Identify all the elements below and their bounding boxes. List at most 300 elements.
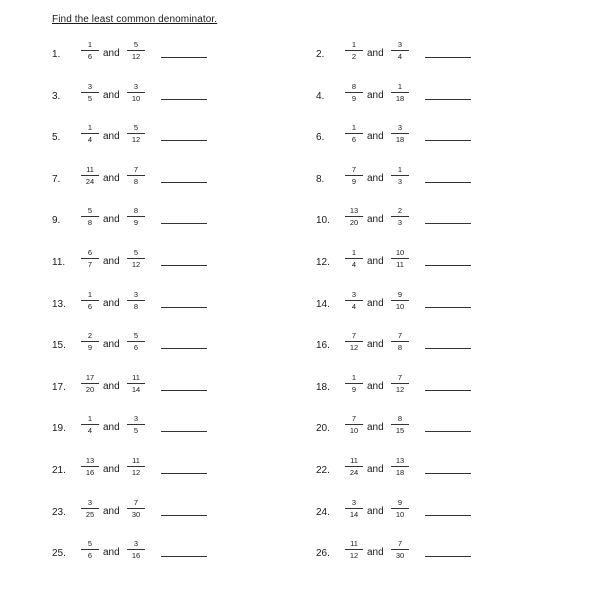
- answer-blank[interactable]: [161, 556, 207, 557]
- problem-item: [52, 414, 302, 444]
- denominator: 24: [349, 468, 359, 477]
- fraction: [127, 82, 145, 103]
- fraction-bar: [391, 466, 409, 467]
- and-label: and: [367, 214, 384, 226]
- fraction-bar: [345, 258, 363, 259]
- fraction-bar: [345, 50, 363, 51]
- answer-blank[interactable]: [425, 473, 471, 474]
- problem-item: [316, 290, 566, 320]
- fraction-bar: [345, 216, 363, 217]
- answer-blank[interactable]: [161, 99, 207, 100]
- fraction-bar: [81, 508, 99, 509]
- answer-blank[interactable]: [425, 265, 471, 266]
- fraction-bar: [81, 175, 99, 176]
- fraction-bar: [345, 549, 363, 550]
- numerator: 8: [397, 414, 403, 424]
- numerator: 7: [351, 331, 357, 341]
- problem-item: [52, 248, 302, 278]
- fraction-bar: [81, 424, 99, 425]
- fraction-bar: [127, 424, 145, 425]
- problem-number: 4.: [316, 90, 325, 102]
- and-label: and: [103, 214, 120, 226]
- and-label: and: [103, 89, 120, 101]
- problem-number: 23.: [52, 506, 66, 518]
- and-label: and: [103, 380, 120, 392]
- answer-blank[interactable]: [161, 140, 207, 141]
- fraction: [81, 331, 99, 352]
- fraction-bar: [127, 341, 145, 342]
- denominator: 4: [397, 52, 403, 61]
- and-label: and: [367, 256, 384, 267]
- fraction-bar: [345, 92, 363, 93]
- answer-blank[interactable]: [425, 515, 471, 516]
- numerator: 7: [133, 164, 139, 174]
- numerator: 13: [349, 206, 359, 216]
- fraction-bar: [345, 424, 363, 425]
- denominator: 12: [349, 551, 359, 561]
- denominator: 9: [87, 343, 93, 353]
- and-label: and: [367, 380, 384, 392]
- and-label: and: [367, 422, 384, 434]
- fraction: [81, 206, 99, 227]
- denominator: 30: [395, 551, 405, 561]
- worksheet-title: Find the least common denominator.: [52, 14, 218, 25]
- numerator: 1: [87, 123, 93, 133]
- problem-item: [52, 498, 302, 528]
- fraction: [345, 248, 363, 269]
- numerator: 9: [397, 497, 403, 507]
- fraction: [391, 498, 409, 519]
- fraction: [391, 456, 409, 477]
- denominator: 6: [87, 52, 93, 61]
- answer-blank[interactable]: [425, 182, 471, 183]
- denominator: 8: [87, 218, 93, 228]
- problem-item: [316, 539, 566, 569]
- and-label: and: [103, 339, 120, 351]
- fraction: [81, 82, 99, 103]
- and-label: and: [367, 172, 384, 184]
- numerator: 1: [351, 40, 357, 49]
- denominator: 15: [395, 426, 405, 436]
- fraction: [81, 498, 99, 519]
- fraction: [81, 123, 99, 144]
- fraction-bar: [81, 92, 99, 93]
- numerator: 1: [351, 123, 357, 133]
- fraction: [391, 290, 409, 311]
- fraction: [391, 82, 409, 103]
- problem-item: [316, 248, 566, 278]
- fraction-bar: [391, 424, 409, 425]
- numerator: 8: [351, 81, 357, 91]
- denominator: 4: [87, 426, 93, 436]
- answer-blank[interactable]: [161, 57, 207, 58]
- problem-number: 26.: [316, 548, 330, 560]
- problem-item: [316, 414, 566, 444]
- numerator: 1: [397, 81, 403, 91]
- fraction: [345, 414, 363, 435]
- problem-number: 16.: [316, 340, 330, 352]
- denominator: 30: [131, 509, 141, 519]
- fraction: [345, 498, 363, 519]
- and-label: and: [367, 464, 384, 475]
- denominator: 10: [395, 509, 405, 519]
- fraction-bar: [345, 133, 363, 134]
- answer-blank[interactable]: [161, 307, 207, 308]
- fraction: [127, 331, 145, 352]
- problem-number: 19.: [52, 423, 66, 435]
- problem-item: [316, 206, 566, 236]
- and-label: and: [103, 505, 120, 517]
- fraction: [391, 373, 409, 394]
- denominator: 18: [395, 135, 405, 145]
- problem-item: [316, 498, 566, 528]
- and-label: and: [367, 339, 384, 351]
- fraction: [345, 331, 363, 352]
- problem-item: [52, 206, 302, 236]
- denominator: 3: [397, 218, 403, 228]
- problem-item: [52, 539, 302, 569]
- denominator: 5: [87, 93, 93, 103]
- problem-number: 15.: [52, 340, 66, 352]
- and-label: and: [367, 297, 384, 309]
- fraction: [127, 498, 145, 519]
- fraction-bar: [127, 133, 145, 134]
- numerator: 3: [397, 123, 403, 133]
- fraction-bar: [345, 508, 363, 509]
- fraction-bar: [127, 258, 145, 259]
- denominator: 6: [87, 551, 93, 561]
- fraction-bar: [127, 92, 145, 93]
- denominator: 3: [397, 176, 403, 186]
- fraction-bar: [345, 300, 363, 301]
- fraction-bar: [127, 466, 145, 467]
- numerator: 1: [87, 414, 93, 424]
- denominator: 16: [85, 468, 95, 477]
- denominator: 8: [397, 343, 403, 353]
- fraction: [81, 414, 99, 435]
- numerator: 1: [87, 289, 93, 299]
- fraction-bar: [81, 133, 99, 134]
- fraction: [391, 40, 409, 61]
- numerator: 5: [87, 206, 93, 216]
- denominator: 16: [131, 551, 141, 561]
- denominator: 6: [133, 343, 139, 353]
- numerator: 7: [397, 372, 403, 382]
- fraction-bar: [345, 383, 363, 384]
- numerator: 7: [351, 414, 357, 424]
- numerator: 7: [397, 539, 403, 549]
- numerator: 10: [395, 248, 405, 257]
- denominator: 2: [351, 52, 357, 61]
- fraction-bar: [391, 383, 409, 384]
- denominator: 10: [349, 426, 359, 436]
- fraction: [127, 456, 145, 477]
- numerator: 3: [87, 497, 93, 507]
- fraction-bar: [81, 258, 99, 259]
- numerator: 7: [133, 497, 139, 507]
- fraction: [391, 123, 409, 144]
- fraction-bar: [345, 175, 363, 176]
- fraction-bar: [127, 383, 145, 384]
- fraction: [391, 539, 409, 560]
- numerator: 1: [87, 40, 93, 49]
- fraction: [345, 456, 363, 477]
- numerator: 11: [132, 372, 140, 382]
- denominator: 4: [351, 301, 357, 311]
- problem-item: [52, 165, 302, 195]
- fraction: [81, 165, 99, 186]
- answer-blank[interactable]: [161, 431, 207, 432]
- fraction-bar: [127, 50, 145, 51]
- and-label: and: [103, 172, 120, 184]
- answer-blank[interactable]: [425, 223, 471, 224]
- problem-item: [316, 165, 566, 195]
- fraction-bar: [127, 175, 145, 176]
- fraction: [345, 40, 363, 61]
- problem-item: [52, 331, 302, 361]
- numerator: 11: [350, 539, 358, 549]
- fraction-bar: [391, 216, 409, 217]
- problem-number: 7.: [52, 173, 61, 185]
- problem-number: 10.: [316, 215, 330, 227]
- and-label: and: [367, 89, 384, 101]
- answer-blank[interactable]: [425, 99, 471, 100]
- fraction: [127, 539, 145, 560]
- denominator: 18: [395, 93, 405, 103]
- fraction-bar: [81, 341, 99, 342]
- problem-number: 5.: [52, 132, 61, 144]
- numerator: 3: [87, 81, 93, 91]
- denominator: 10: [395, 301, 405, 311]
- denominator: 24: [85, 176, 95, 186]
- numerator: 1: [351, 248, 357, 257]
- problem-item: [316, 40, 566, 70]
- answer-blank[interactable]: [425, 140, 471, 141]
- fraction: [345, 123, 363, 144]
- problem-number: 17.: [52, 381, 66, 393]
- fraction: [345, 82, 363, 103]
- denominator: 20: [85, 384, 95, 394]
- denominator: 18: [395, 468, 405, 477]
- numerator: 9: [397, 289, 403, 299]
- answer-blank[interactable]: [161, 265, 207, 266]
- denominator: 12: [131, 52, 141, 61]
- fraction-bar: [391, 549, 409, 550]
- numerator: 5: [133, 331, 139, 341]
- fraction-bar: [391, 133, 409, 134]
- numerator: 7: [351, 164, 357, 174]
- answer-blank[interactable]: [161, 473, 207, 474]
- problem-item: [52, 82, 302, 112]
- denominator: 20: [349, 218, 359, 228]
- numerator: 8: [133, 206, 139, 216]
- fraction: [345, 206, 363, 227]
- denominator: 9: [351, 176, 357, 186]
- answer-blank[interactable]: [161, 348, 207, 349]
- answer-blank[interactable]: [425, 390, 471, 391]
- denominator: 12: [131, 260, 141, 269]
- problem-number: 2.: [316, 49, 325, 60]
- fraction-bar: [81, 383, 99, 384]
- numerator: 7: [397, 331, 403, 341]
- and-label: and: [367, 48, 384, 59]
- denominator: 6: [351, 135, 357, 145]
- denominator: 4: [87, 135, 93, 145]
- problem-item: [316, 456, 566, 486]
- numerator: 6: [87, 248, 93, 257]
- fraction: [391, 248, 409, 269]
- fraction: [345, 165, 363, 186]
- fraction-bar: [345, 341, 363, 342]
- fraction: [127, 40, 145, 61]
- denominator: 8: [133, 176, 139, 186]
- answer-blank[interactable]: [425, 307, 471, 308]
- and-label: and: [367, 505, 384, 517]
- fraction: [81, 456, 99, 477]
- fraction: [391, 206, 409, 227]
- fraction-bar: [391, 341, 409, 342]
- fraction-bar: [391, 92, 409, 93]
- denominator: 8: [133, 301, 139, 311]
- numerator: 3: [133, 81, 139, 91]
- fraction-bar: [81, 549, 99, 550]
- fraction-bar: [345, 466, 363, 467]
- numerator: 5: [87, 539, 93, 549]
- numerator: 13: [85, 456, 95, 465]
- fraction: [81, 248, 99, 269]
- denominator: 9: [133, 218, 139, 228]
- fraction-bar: [391, 508, 409, 509]
- problem-item: [52, 373, 302, 403]
- answer-blank[interactable]: [425, 57, 471, 58]
- numerator: 13: [395, 456, 405, 465]
- denominator: 11: [396, 260, 404, 269]
- denominator: 12: [131, 468, 141, 477]
- fraction: [345, 539, 363, 560]
- problem-item: [316, 123, 566, 153]
- problem-number: 24.: [316, 506, 330, 518]
- denominator: 14: [131, 384, 141, 394]
- denominator: 9: [351, 384, 357, 394]
- answer-blank[interactable]: [161, 390, 207, 391]
- problem-number: 20.: [316, 423, 330, 435]
- problem-item: [52, 290, 302, 320]
- denominator: 12: [395, 384, 405, 394]
- problem-number: 12.: [316, 257, 330, 268]
- denominator: 6: [87, 301, 93, 311]
- problem-number: 6.: [316, 132, 325, 144]
- and-label: and: [103, 256, 120, 267]
- fraction: [127, 165, 145, 186]
- fraction: [391, 414, 409, 435]
- numerator: 11: [132, 456, 140, 465]
- numerator: 2: [397, 206, 403, 216]
- fraction-bar: [81, 300, 99, 301]
- fraction-bar: [391, 258, 409, 259]
- numerator: 3: [133, 414, 139, 424]
- denominator: 12: [131, 135, 141, 145]
- answer-blank[interactable]: [161, 223, 207, 224]
- problem-number: 8.: [316, 173, 325, 185]
- numerator: 3: [133, 539, 139, 549]
- fraction-bar: [81, 216, 99, 217]
- fraction-bar: [127, 549, 145, 550]
- numerator: 11: [86, 164, 94, 174]
- problem-item: [52, 123, 302, 153]
- problem-item: [52, 456, 302, 486]
- and-label: and: [103, 464, 120, 475]
- problem-item: [316, 331, 566, 361]
- problem-number: 25.: [52, 548, 66, 560]
- fraction: [127, 248, 145, 269]
- denominator: 10: [131, 93, 141, 103]
- problem-item: [316, 373, 566, 403]
- denominator: 4: [351, 260, 357, 269]
- answer-blank[interactable]: [161, 515, 207, 516]
- fraction: [81, 290, 99, 311]
- fraction: [127, 206, 145, 227]
- problem-number: 3.: [52, 90, 61, 102]
- problem-number: 11.: [52, 257, 66, 268]
- numerator: 5: [133, 123, 139, 133]
- fraction-bar: [127, 508, 145, 509]
- fraction: [345, 373, 363, 394]
- fraction: [345, 290, 363, 311]
- numerator: 3: [397, 40, 403, 49]
- fraction-bar: [81, 50, 99, 51]
- and-label: and: [103, 48, 120, 59]
- fraction: [391, 165, 409, 186]
- denominator: 7: [87, 260, 93, 269]
- and-label: and: [367, 547, 384, 559]
- fraction: [81, 373, 99, 394]
- problem-number: 18.: [316, 381, 330, 393]
- numerator: 17: [85, 372, 95, 382]
- problem-number: 14.: [316, 298, 330, 310]
- and-label: and: [367, 131, 384, 143]
- fraction-bar: [81, 466, 99, 467]
- numerator: 3: [351, 289, 357, 299]
- and-label: and: [103, 297, 120, 309]
- numerator: 11: [350, 456, 358, 465]
- fraction: [127, 123, 145, 144]
- numerator: 2: [87, 331, 93, 341]
- problem-number: 22.: [316, 465, 330, 476]
- problem-number: 1.: [52, 49, 61, 60]
- fraction: [127, 414, 145, 435]
- fraction: [127, 373, 145, 394]
- denominator: 14: [349, 509, 359, 519]
- answer-blank[interactable]: [161, 182, 207, 183]
- fraction: [81, 40, 99, 61]
- fraction: [391, 331, 409, 352]
- answer-blank[interactable]: [425, 431, 471, 432]
- answer-blank[interactable]: [425, 556, 471, 557]
- denominator: 12: [349, 343, 359, 353]
- problem-number: 13.: [52, 298, 66, 310]
- numerator: 1: [351, 372, 357, 382]
- and-label: and: [103, 547, 120, 559]
- answer-blank[interactable]: [425, 348, 471, 349]
- denominator: 5: [133, 426, 139, 436]
- fraction-bar: [391, 175, 409, 176]
- numerator: 1: [397, 164, 403, 174]
- fraction: [81, 539, 99, 560]
- fraction: [127, 290, 145, 311]
- problem-item: [52, 40, 302, 70]
- fraction-bar: [391, 50, 409, 51]
- and-label: and: [103, 422, 120, 434]
